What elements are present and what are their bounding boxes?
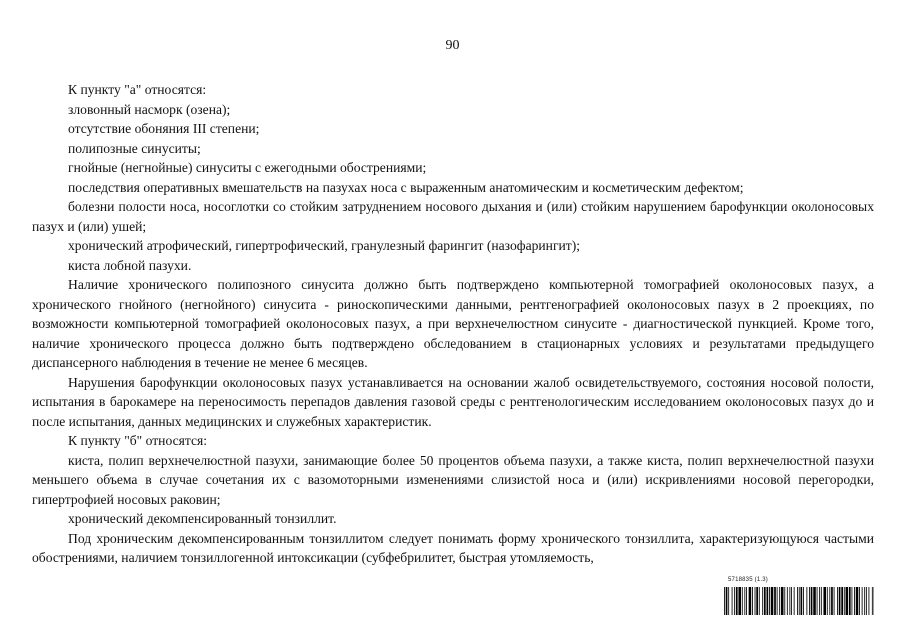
paragraph: Под хроническим декомпенсированным тонзиллитом следует понимать форму хронического тонзиллита, характеризующуюся частыми обострениями, наличием тонзиллогенной интоксикации (субфебрилитет, быстрая утомляемость, — [32, 530, 874, 565]
barcode-bar — [869, 587, 870, 615]
paragraph: последствия оперативных вмешательств на пазухах носа с выраженным анатомическим и косметическим дефектом; — [68, 179, 744, 195]
barcode-bar — [864, 587, 865, 615]
barcode-bar — [849, 587, 851, 615]
barcode-bar — [779, 587, 780, 615]
barcode-bar — [844, 587, 845, 615]
barcode-bar — [817, 587, 818, 615]
page-number: 90 — [445, 38, 460, 53]
barcode-bar — [771, 587, 774, 615]
barcode-bar — [742, 587, 743, 615]
barcode-bar — [774, 587, 776, 615]
barcode-bar — [781, 587, 784, 615]
barcode-icon — [724, 587, 874, 615]
barcode-bar — [839, 587, 841, 615]
barcode-bar — [834, 587, 835, 615]
barcode-bar — [769, 587, 770, 615]
paragraph: зловонный насморк (озена); — [68, 101, 231, 117]
barcode-bar — [806, 587, 807, 615]
barcode-bar — [872, 587, 873, 615]
barcode-bar — [852, 587, 853, 615]
paragraph: киста, полип верхнечелюстной пазухи, занимающие более 50 процентов объема пазухи, а также киста, полип верхнечелюстной пазухи меньшего объема в случае сочетания их с вазомоторными изменениями слизистой носа и (или) искривлениями носовой перегородки, гипертрофией носовых раковин; — [32, 452, 874, 507]
barcode-bar — [829, 587, 830, 615]
barcode-bar — [866, 587, 867, 615]
barcode-bar — [732, 587, 733, 615]
document-stamp — [724, 577, 874, 617]
barcode-bar — [841, 587, 843, 615]
barcode-bar — [791, 587, 792, 615]
barcode-bar — [764, 587, 766, 615]
paragraph: полипозные синуситы; — [68, 140, 201, 156]
barcode-bar — [728, 587, 729, 615]
barcode-bar — [726, 587, 728, 615]
paragraph: К пункту "б" относятся: — [68, 433, 208, 448]
barcode-bar — [755, 587, 756, 615]
barcode-bar — [794, 587, 795, 615]
barcode-bar — [767, 587, 769, 615]
barcode-bar — [724, 587, 725, 615]
barcode-bar — [813, 587, 816, 615]
barcode-bar — [846, 587, 849, 615]
barcode-bar — [789, 587, 790, 615]
barcode-bar — [746, 587, 747, 615]
paragraph: хронический декомпенсированный тонзиллит. — [68, 511, 337, 526]
stamp-code: 5718835 (1.3) — [728, 577, 768, 583]
barcode-bar — [752, 587, 753, 615]
paragraph: болезни полости носа, носоглотки со стойким затруднением носового дыхания и (или) стойким нарушением барофункции околоносовых пазух и (или) ушей; — [32, 199, 874, 234]
barcode-bar — [738, 587, 741, 615]
barcode-bar — [736, 587, 738, 615]
paragraph: Нарушения барофункции околоносовых пазух устанавливается на основании жалоб освидетельствуемого, состояния носовой полости, испытания в барокамере на переносимость перепадов давления газовой среды с рентгенологическим исследованием околоносовых пазух до и после испытания, данных медицинских и служебных характеристик. — [32, 374, 874, 429]
barcode-bar — [762, 587, 763, 615]
barcode-bar — [854, 587, 855, 615]
barcode-bar — [831, 587, 833, 615]
barcode-bar — [797, 587, 798, 615]
document-body — [32, 80, 874, 568]
paragraph: Наличие хронического полипозного синусита должно быть подтверждено компьютерной томографией околоносовых пазух, а хронического гнойного (негнойного) синусита - риноскопическими данными, рентгенографией околоносовых пазух в 2 проекциях, по возможности компьютерной томографией околоносовых пазух, а при верхнечелюстном синусите - диагностической пункцией. Кроме того, наличие хронического процесса должно быть подтверждено обследованием в стационарных условиях и результатами предыдущего диспансерного наблюдения в течение не менее 6 месяцев. — [32, 277, 874, 370]
barcode-bar — [734, 587, 735, 615]
barcode-bar — [823, 587, 826, 615]
barcode-bar — [862, 587, 863, 615]
barcode-bar — [819, 587, 820, 615]
paragraph: гнойные (негнойные) синуситы с ежегодными обострениями; — [68, 160, 427, 175]
barcode-bar — [744, 587, 745, 615]
paragraph: хронический атрофический, гипертрофический, гранулезный фарингит (назофарингит); — [68, 238, 581, 253]
barcode-bar — [803, 587, 804, 615]
barcode-bar — [821, 587, 822, 615]
paragraph: киста лобной пазухи. — [68, 257, 192, 273]
barcode-bar — [799, 587, 800, 615]
barcode-bar — [859, 587, 860, 615]
barcode-bar — [801, 587, 803, 615]
paragraph: К пункту "а" относятся: — [68, 82, 207, 97]
barcode-bar — [811, 587, 813, 615]
barcode-bar — [827, 587, 828, 615]
barcode-bar — [784, 587, 785, 615]
barcode-bar — [809, 587, 810, 615]
barcode-bar — [777, 587, 778, 615]
barcode-bar — [756, 587, 758, 615]
barcode-bar — [749, 587, 752, 615]
paragraph: отсутствие обоняния III степени; — [68, 121, 260, 136]
barcode-bar — [856, 587, 859, 615]
barcode-bar — [787, 587, 788, 615]
barcode-bar — [837, 587, 838, 615]
barcode-bar — [759, 587, 760, 615]
